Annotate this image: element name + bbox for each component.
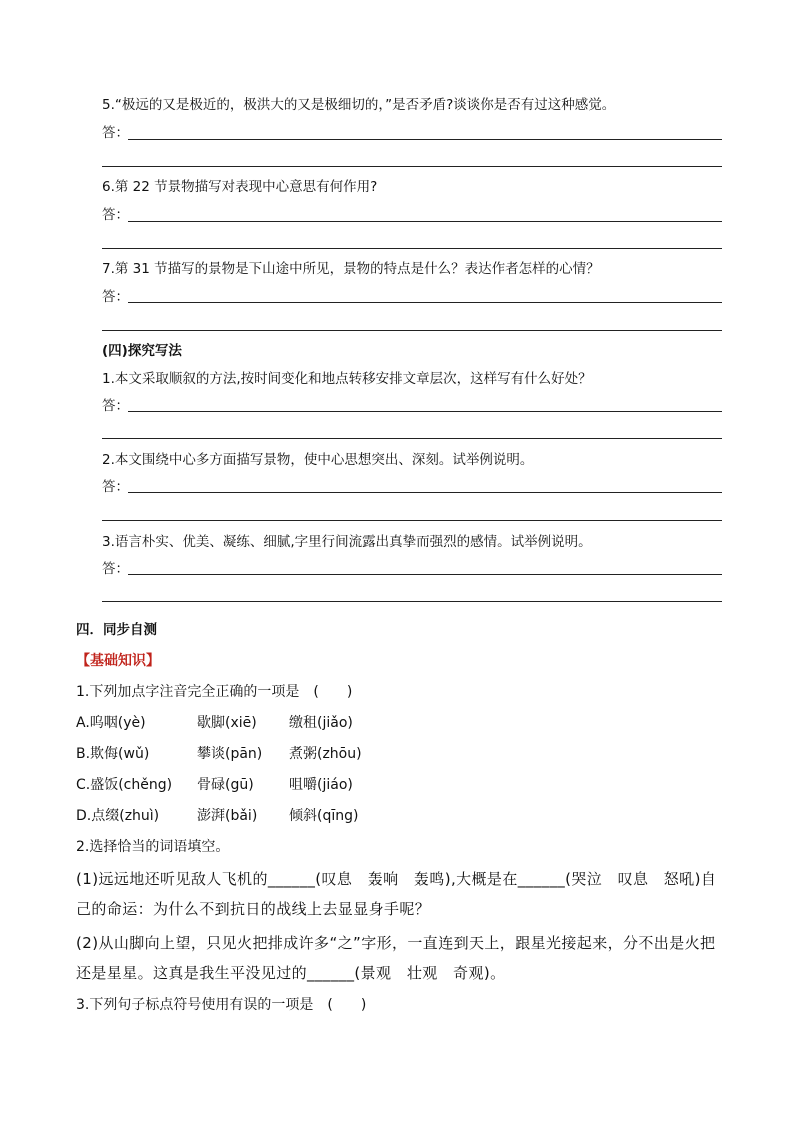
- option-a-3: 缴租(jiǎo): [289, 715, 353, 731]
- option-b-1: B.欺侮(wǔ): [76, 746, 150, 762]
- option-c-2: 骨碌(gū): [197, 777, 254, 793]
- option-b-2: 攀谈(pān): [197, 746, 263, 762]
- answer-label: 答：: [102, 125, 129, 141]
- question-5: 5.“极远的又是极近的，极洪大的又是极细切的，”是否矛盾?谈谈你是否有过这种感觉。: [102, 97, 616, 113]
- part4-question-1: 1.下列加点字注音完全正确的一项是 ( ): [76, 684, 353, 700]
- answer-line[interactable]: [128, 411, 722, 412]
- option-a-2: 歇脚(xiē): [197, 715, 257, 731]
- part4-question-2: 2.选择恰当的词语填空。: [76, 839, 230, 855]
- question-2-item-1: (1)远远地还听见敌人飞机的______(叹息 轰响 轰鸣),大概是在______(哭泣 叹息 怒吼)自己的命运：为什么不到抗日的战线上去显显身手呢？: [76, 870, 717, 918]
- answer-line[interactable]: [128, 139, 722, 140]
- option-c-1: C.盛饭(chěng): [76, 777, 173, 793]
- section4-question-2: 2.本文围绕中心多方面描写景物，使中心思想突出、深刻。试举例说明。: [102, 452, 534, 468]
- question-7: 7.第 31 节描写的景物是下山途中所见，景物的特点是什么？表达作者怎样的心情？: [102, 261, 600, 277]
- answer-line[interactable]: [128, 574, 722, 575]
- part4-title: 四．同步自测: [76, 622, 157, 638]
- option-a-1: A.呜咽(yè): [76, 715, 146, 731]
- option-d-2: 澎湃(bǎi): [197, 808, 258, 824]
- answer-line[interactable]: [102, 520, 722, 521]
- section-title-explore-writing: (四)探究写法: [102, 343, 182, 359]
- option-d-1: D.点缀(zhuì): [76, 808, 160, 824]
- basic-knowledge-heading: 【基础知识】: [76, 653, 160, 669]
- answer-label: 答：: [102, 398, 129, 414]
- answer-line[interactable]: [102, 330, 722, 331]
- answer-line[interactable]: [102, 166, 722, 167]
- answer-label: 答：: [102, 207, 129, 223]
- section4-question-3: 3.语言朴实、优美、凝练、细腻,字里行间流露出真挚而强烈的感情。试举例说明。: [102, 534, 592, 550]
- answer-label: 答：: [102, 289, 129, 305]
- answer-line[interactable]: [102, 438, 722, 439]
- answer-label: 答：: [102, 479, 129, 495]
- answer-line[interactable]: [102, 248, 722, 249]
- option-d-3: 倾斜(qīng): [289, 808, 359, 824]
- answer-line[interactable]: [102, 601, 722, 602]
- option-b-3: 煮粥(zhōu): [289, 746, 362, 762]
- answer-line[interactable]: [128, 302, 722, 303]
- part4-question-3: 3.下列句子标点符号使用有误的一项是 ( ): [76, 997, 367, 1013]
- answer-line[interactable]: [128, 221, 722, 222]
- section4-question-1: 1.本文采取顺叙的方法,按时间变化和地点转移安排文章层次，这样写有什么好处？: [102, 371, 592, 387]
- question-2-item-2: (2)从山脚向上望，只见火把排成许多“之”字形，一直连到天上，跟星光接起来，分不出是火把还是星星。这真是我生平没见过的______(景观 壮观 奇观)。: [76, 934, 716, 982]
- answer-line[interactable]: [128, 492, 722, 493]
- answer-label: 答：: [102, 561, 129, 577]
- question-6: 6.第 22 节景物描写对表现中心意思有何作用?: [102, 179, 378, 195]
- option-c-3: 咀嚼(jiáo): [289, 777, 353, 793]
